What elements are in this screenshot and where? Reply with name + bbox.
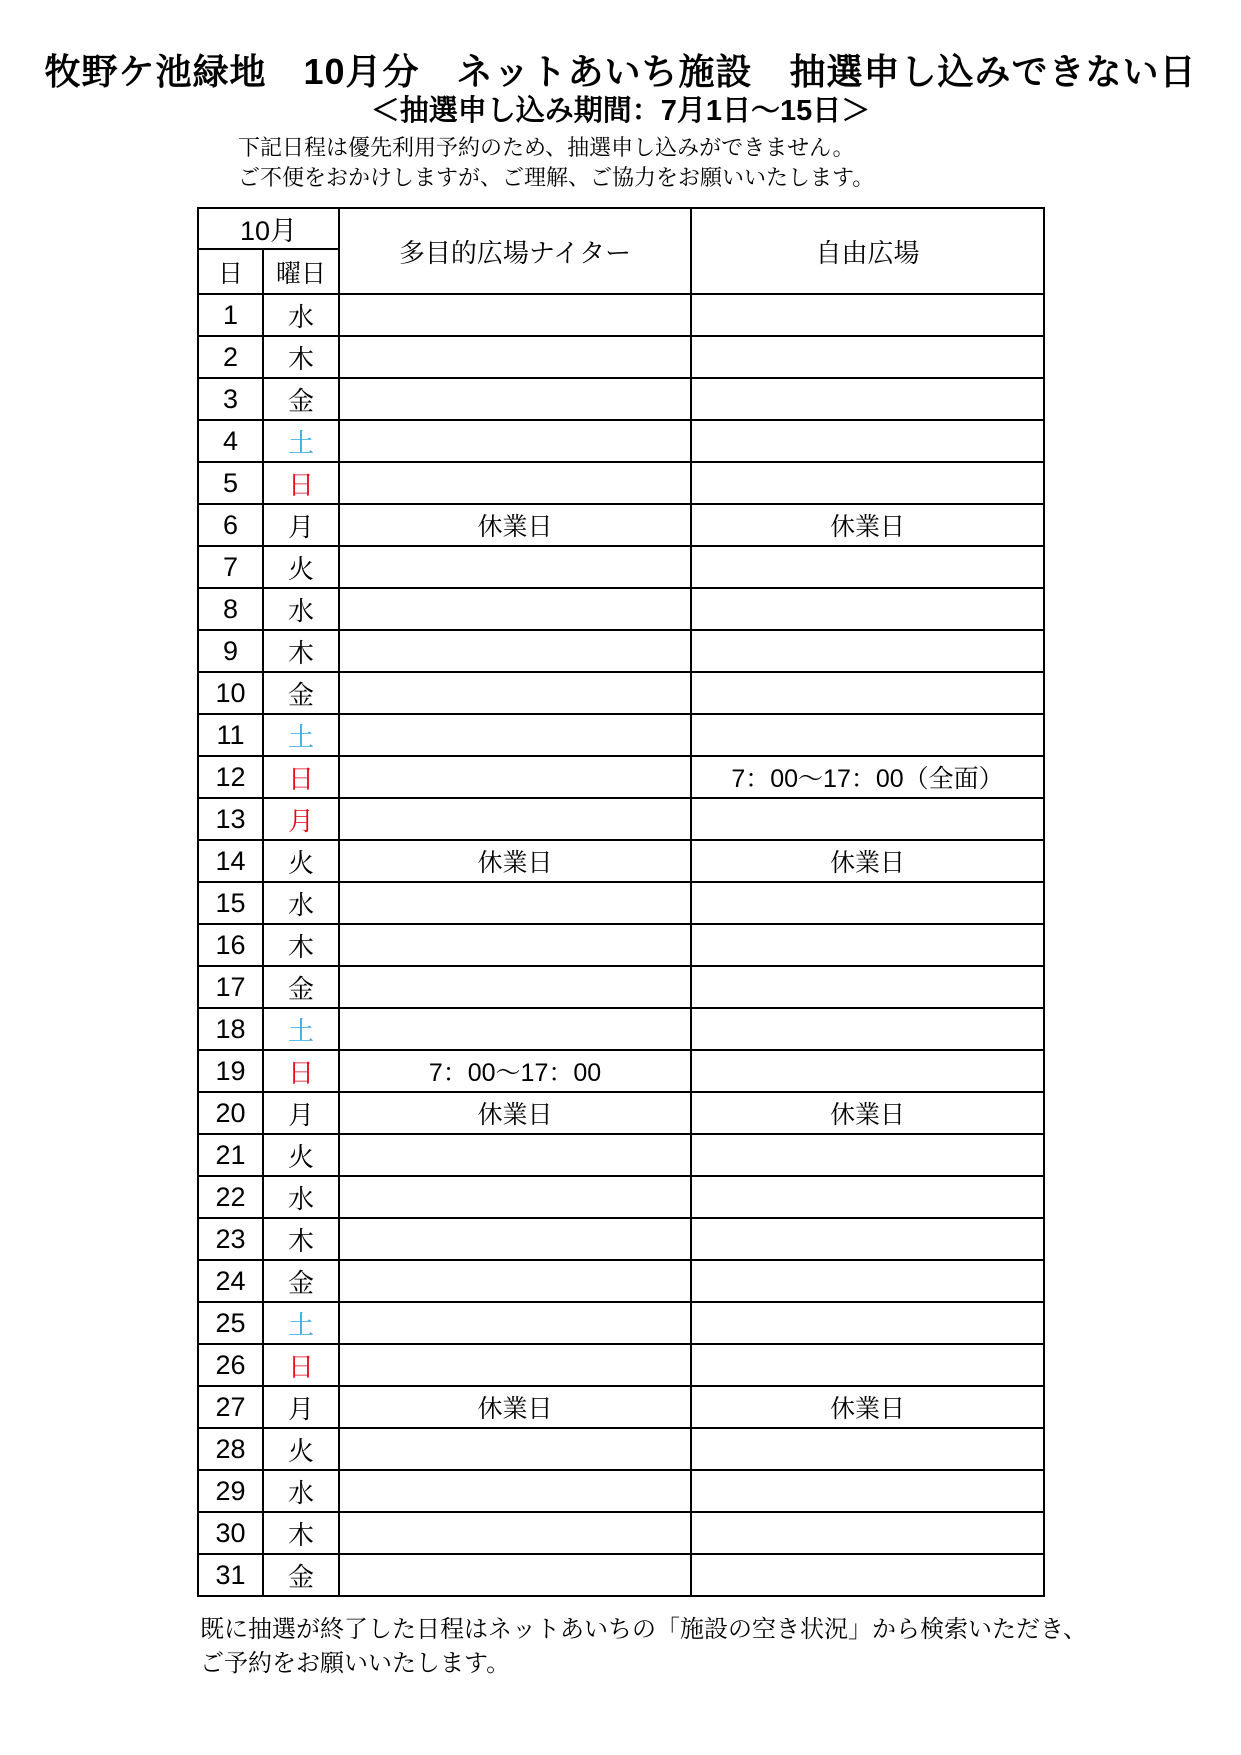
- table-row: [198, 1008, 1044, 1050]
- table-row: [198, 378, 1044, 420]
- day-number: 1: [198, 294, 263, 336]
- night-field-cell: [339, 1260, 691, 1302]
- table-row: [198, 840, 1044, 882]
- table-row: [198, 546, 1044, 588]
- column-header-night-field: 多目的広場ナイター: [339, 208, 691, 294]
- weekday-label: 火: [263, 1428, 339, 1470]
- free-plaza-cell: [691, 1176, 1044, 1218]
- weekday-label: 金: [263, 378, 339, 420]
- day-number: 5: [198, 462, 263, 504]
- night-field-cell: [339, 1512, 691, 1554]
- weekday-label: 日: [263, 462, 339, 504]
- table-row: [198, 1134, 1044, 1176]
- table-row: [198, 1050, 1044, 1092]
- free-plaza-cell: [691, 588, 1044, 630]
- night-field-cell: [339, 1470, 691, 1512]
- day-number: 15: [198, 882, 263, 924]
- footer-note-line-2: ご予約をお願いいたします。: [200, 1650, 511, 1677]
- weekday-label: 火: [263, 840, 339, 882]
- free-plaza-cell: [691, 1260, 1044, 1302]
- day-number: 7: [198, 546, 263, 588]
- day-number: 13: [198, 798, 263, 840]
- free-plaza-cell: 休業日: [691, 1386, 1044, 1428]
- table-row: [198, 1554, 1044, 1596]
- table-row: [198, 1092, 1044, 1134]
- night-field-cell: [339, 756, 691, 798]
- free-plaza-cell: [691, 546, 1044, 588]
- night-field-cell: [339, 1218, 691, 1260]
- weekday-label: 金: [263, 966, 339, 1008]
- weekday-label: 日: [263, 756, 339, 798]
- weekday-label: 木: [263, 924, 339, 966]
- day-number: 4: [198, 420, 263, 462]
- night-field-cell: 7：00～17：00: [339, 1050, 691, 1092]
- weekday-label: 月: [263, 798, 339, 840]
- table-row: [198, 924, 1044, 966]
- table-row: [198, 966, 1044, 1008]
- column-header-day: 日: [198, 249, 263, 294]
- free-plaza-cell: [691, 798, 1044, 840]
- table-row: [198, 756, 1044, 798]
- footer-notes: [200, 1613, 1087, 1681]
- free-plaza-cell: [691, 1218, 1044, 1260]
- table-row: [198, 294, 1044, 336]
- free-plaza-cell: 休業日: [691, 1092, 1044, 1134]
- intro-notes: [238, 133, 874, 193]
- weekday-label: 土: [263, 1008, 339, 1050]
- day-number: 31: [198, 1554, 263, 1596]
- day-number: 16: [198, 924, 263, 966]
- weekday-label: 金: [263, 672, 339, 714]
- day-number: 28: [198, 1428, 263, 1470]
- day-number: 2: [198, 336, 263, 378]
- night-field-cell: [339, 462, 691, 504]
- free-plaza-cell: 休業日: [691, 504, 1044, 546]
- day-number: 14: [198, 840, 263, 882]
- month-header: 10月: [198, 208, 339, 249]
- table-row: [198, 798, 1044, 840]
- day-number: 25: [198, 1302, 263, 1344]
- table-row: [198, 462, 1044, 504]
- free-plaza-cell: [691, 924, 1044, 966]
- night-field-cell: [339, 294, 691, 336]
- weekday-label: 木: [263, 336, 339, 378]
- free-plaza-cell: 7：00～17：00（全面）: [691, 756, 1044, 798]
- night-field-cell: [339, 588, 691, 630]
- intro-note-line-1: 下記日程は優先利用予約のため、抽選申し込みができません。: [238, 135, 855, 160]
- night-field-cell: [339, 1134, 691, 1176]
- intro-note-line-2: ご不便をおかけしますが、ご理解、ご協力をお願いいたします。: [238, 165, 875, 190]
- table-row: [198, 882, 1044, 924]
- night-field-cell: [339, 1176, 691, 1218]
- free-plaza-cell: [691, 714, 1044, 756]
- day-number: 26: [198, 1344, 263, 1386]
- table-row: [198, 1218, 1044, 1260]
- table-row: [198, 504, 1044, 546]
- weekday-label: 水: [263, 1176, 339, 1218]
- free-plaza-cell: [691, 882, 1044, 924]
- table-row: [198, 1176, 1044, 1218]
- day-number: 6: [198, 504, 263, 546]
- footer-note-line-1: 既に抽選が終了した日程はネットあいちの「施設の空き状況」から検索いただき、: [200, 1616, 1088, 1643]
- day-number: 19: [198, 1050, 263, 1092]
- weekday-label: 水: [263, 294, 339, 336]
- table-row: [198, 1302, 1044, 1344]
- weekday-label: 金: [263, 1260, 339, 1302]
- table-row: [198, 672, 1044, 714]
- night-field-cell: [339, 420, 691, 462]
- free-plaza-cell: [691, 378, 1044, 420]
- column-header-free-plaza: 自由広場: [691, 208, 1044, 294]
- night-field-cell: [339, 336, 691, 378]
- column-header-weekday: 曜日: [263, 249, 339, 294]
- table-row: [198, 1470, 1044, 1512]
- night-field-cell: 休業日: [339, 504, 691, 546]
- october-schedule-table: [197, 207, 1045, 1597]
- page-title: 牧野ケ池緑地 10月分 ネットあいち施設 抽選申し込みできない日: [44, 51, 1197, 92]
- table-row: [198, 714, 1044, 756]
- night-field-cell: [339, 1008, 691, 1050]
- weekday-label: 木: [263, 630, 339, 672]
- weekday-label: 月: [263, 1386, 339, 1428]
- day-number: 8: [198, 588, 263, 630]
- free-plaza-cell: 休業日: [691, 840, 1044, 882]
- night-field-cell: [339, 378, 691, 420]
- weekday-label: 日: [263, 1050, 339, 1092]
- application-period-subtitle: ＜抽選申し込み期間：7月1日～15日＞: [370, 95, 871, 127]
- weekday-label: 土: [263, 1302, 339, 1344]
- night-field-cell: [339, 966, 691, 1008]
- weekday-label: 月: [263, 1092, 339, 1134]
- day-number: 18: [198, 1008, 263, 1050]
- table-row: [198, 588, 1044, 630]
- table-row: [198, 1260, 1044, 1302]
- day-number: 10: [198, 672, 263, 714]
- free-plaza-cell: [691, 1050, 1044, 1092]
- day-number: 17: [198, 966, 263, 1008]
- day-number: 27: [198, 1386, 263, 1428]
- night-field-cell: [339, 1554, 691, 1596]
- night-field-cell: [339, 1428, 691, 1470]
- night-field-cell: [339, 924, 691, 966]
- weekday-label: 火: [263, 1134, 339, 1176]
- night-field-cell: [339, 882, 691, 924]
- weekday-label: 水: [263, 1470, 339, 1512]
- table-row: [198, 1386, 1044, 1428]
- free-plaza-cell: [691, 966, 1044, 1008]
- day-number: 30: [198, 1512, 263, 1554]
- weekday-label: 金: [263, 1554, 339, 1596]
- day-number: 11: [198, 714, 263, 756]
- night-field-cell: [339, 1302, 691, 1344]
- weekday-label: 土: [263, 714, 339, 756]
- weekday-label: 木: [263, 1218, 339, 1260]
- free-plaza-cell: [691, 1428, 1044, 1470]
- weekday-label: 火: [263, 546, 339, 588]
- day-number: 12: [198, 756, 263, 798]
- night-field-cell: 休業日: [339, 840, 691, 882]
- free-plaza-cell: [691, 1512, 1044, 1554]
- night-field-cell: [339, 630, 691, 672]
- free-plaza-cell: [691, 336, 1044, 378]
- night-field-cell: 休業日: [339, 1092, 691, 1134]
- night-field-cell: [339, 1344, 691, 1386]
- weekday-label: 土: [263, 420, 339, 462]
- free-plaza-cell: [691, 1008, 1044, 1050]
- night-field-cell: [339, 672, 691, 714]
- weekday-label: 日: [263, 1344, 339, 1386]
- table-row: [198, 336, 1044, 378]
- day-number: 9: [198, 630, 263, 672]
- free-plaza-cell: [691, 1554, 1044, 1596]
- free-plaza-cell: [691, 294, 1044, 336]
- free-plaza-cell: [691, 1302, 1044, 1344]
- free-plaza-cell: [691, 630, 1044, 672]
- night-field-cell: [339, 798, 691, 840]
- day-number: 22: [198, 1176, 263, 1218]
- table-row: [198, 1344, 1044, 1386]
- table-row: [198, 420, 1044, 462]
- day-number: 29: [198, 1470, 263, 1512]
- free-plaza-cell: [691, 462, 1044, 504]
- day-number: 23: [198, 1218, 263, 1260]
- weekday-label: 水: [263, 588, 339, 630]
- weekday-label: 月: [263, 504, 339, 546]
- table-row: [198, 1428, 1044, 1470]
- table-row: [198, 630, 1044, 672]
- night-field-cell: [339, 546, 691, 588]
- weekday-label: 木: [263, 1512, 339, 1554]
- night-field-cell: [339, 714, 691, 756]
- free-plaza-cell: [691, 1134, 1044, 1176]
- free-plaza-cell: [691, 672, 1044, 714]
- day-number: 3: [198, 378, 263, 420]
- free-plaza-cell: [691, 420, 1044, 462]
- night-field-cell: 休業日: [339, 1386, 691, 1428]
- free-plaza-cell: [691, 1470, 1044, 1512]
- day-number: 21: [198, 1134, 263, 1176]
- free-plaza-cell: [691, 1344, 1044, 1386]
- weekday-label: 水: [263, 882, 339, 924]
- table-row: [198, 1512, 1044, 1554]
- day-number: 20: [198, 1092, 263, 1134]
- day-number: 24: [198, 1260, 263, 1302]
